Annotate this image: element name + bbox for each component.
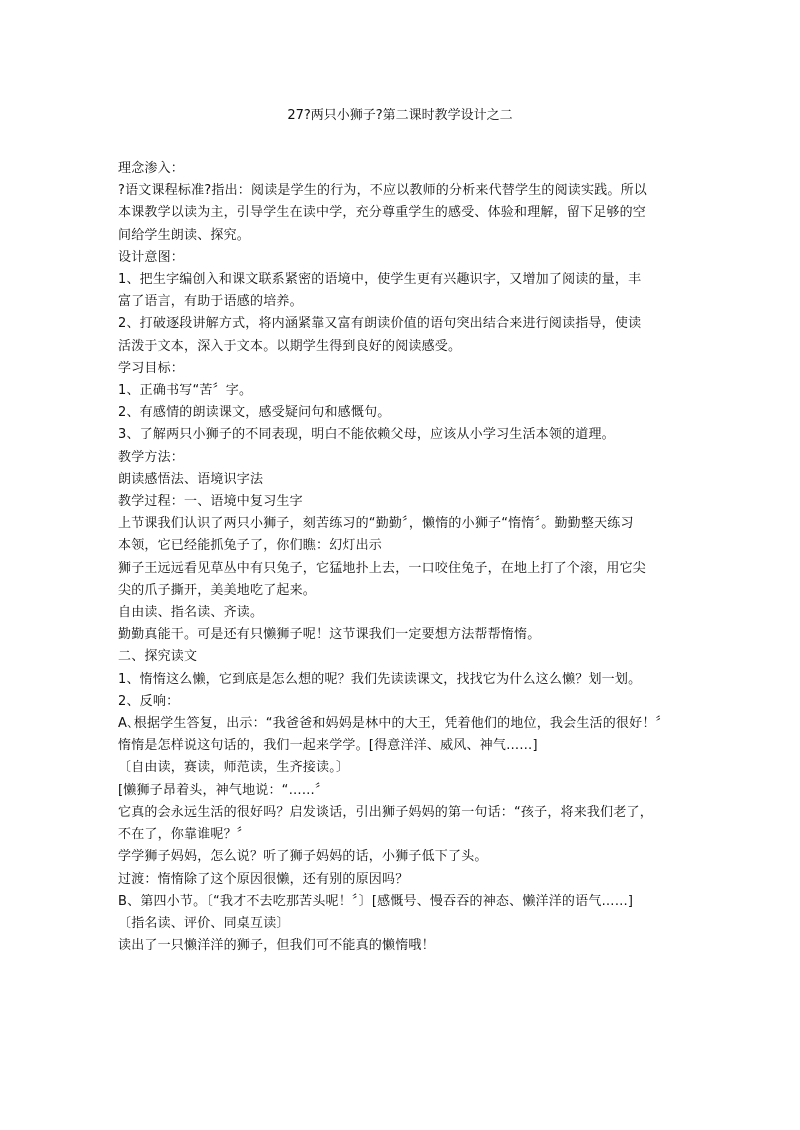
text-line: 教学方法： bbox=[118, 449, 185, 465]
text-line: 〔自由读，赛读，师范读，生齐接读。〕 bbox=[118, 760, 350, 776]
text-line: 理念渗入： bbox=[118, 161, 185, 176]
text-line: 本课教学以读为主，引导学生在读中学，充分尊重学生的感受、体验和理解，留下足够的空 bbox=[118, 205, 647, 221]
text-line: 狮子王远远看见草丛中有只兔子，它猛地扑上去，一口咬住兔子，在地上打了个滚，用它尖 bbox=[118, 560, 647, 576]
text-line: 不在了，你靠谁呢？〞 bbox=[118, 827, 251, 843]
text-line: 3、了解两只小狮子的不同表现，明白不能依赖父母，应该从小学习生活本领的道理。 bbox=[118, 427, 615, 443]
text-line: 尖的爪子撕开，美美地吃了起来。 bbox=[118, 582, 317, 598]
text-line: 活泼于文本，深入于文本。以期学生得到良好的阅读感受。 bbox=[118, 338, 462, 354]
text-line: 它真的会永远生活的很好吗？启发谈话，引出狮子妈妈的第一句话：“孩子，将来我们老了， bbox=[118, 804, 653, 820]
text-line: 朗读感悟法、语境识字法 bbox=[118, 471, 264, 487]
text-line: 2、打破逐段讲解方式，将内涵紧靠又富有朗读价值的语句突出结合来进行阅读指导，使读 bbox=[118, 316, 642, 332]
text-line: 间给学生朗读、探究。 bbox=[118, 227, 251, 243]
text-line: 本领，它已经能抓兔子了，你们瞧：幻灯出示 bbox=[118, 538, 383, 554]
text-line: 设计意图： bbox=[118, 249, 185, 265]
text-line: 过渡：惰惰除了这个原因很懒，还有别的原因吗？ bbox=[118, 871, 409, 887]
text-line: 〔指名读、评价、同桌互读〕 bbox=[118, 915, 290, 931]
text-line: B、第四小节。〔“我才不去吃那苦头呢！〞〕[感慨号、慢吞吞的神态、懒洋洋的语气……] bbox=[118, 893, 634, 909]
text-line: 教学过程：一、语境中复习生字 bbox=[118, 494, 303, 510]
document-body bbox=[118, 158, 693, 957]
text-line: ?语文课程标准?指出：阅读是学生的行为，不应以教师的分析来代替学生的阅读实践。所以 bbox=[118, 183, 648, 199]
text-line: 1、惰惰这么懒，它到底是怎么想的呢？我们先读读课文，找找它为什么这么懒？划一划。 bbox=[118, 671, 642, 687]
text-line: 1、把生字编创入和课文联系紧密的语境中，使学生更有兴趣识字，又增加了阅读的量，丰 bbox=[118, 272, 642, 288]
text-line: 读出了一只懒洋洋的狮子，但我们可不能真的懒惰哦！ bbox=[118, 938, 435, 954]
text-line: 勤勤真能干。可是还有只懒狮子呢！这节课我们一定要想方法帮帮惰惰。 bbox=[118, 627, 541, 643]
document-title: 27?两只小狮子?第二课时教学设计之二 bbox=[287, 108, 513, 123]
text-line: 学习目标： bbox=[118, 360, 185, 376]
text-line: 上节课我们认识了两只小狮子，刻苦练习的“勤勤〞，懒惰的小狮子“惰惰〞。勤勤整天练习 bbox=[118, 516, 634, 532]
text-line: 惰惰是怎样说这句话的，我们一起来学学。[得意洋洋、威风、神气……] bbox=[118, 738, 538, 754]
text-line: 学学狮子妈妈，怎么说？听了狮子妈妈的话，小狮子低下了头。 bbox=[118, 849, 488, 865]
text-line: 富了语言，有助于语感的培养。 bbox=[118, 294, 303, 310]
text-line: 2、反响： bbox=[118, 693, 180, 709]
text-line: A､根据学生答复，出示：“我爸爸和妈妈是林中的大王，凭着他们的地位，我会生活的很好！〞 bbox=[118, 716, 669, 732]
text-line: [懒狮子昂着头，神气地说：“……〞 bbox=[118, 782, 329, 798]
text-line: 1、正确书写“苦〞字。 bbox=[118, 383, 253, 399]
text-line: 自由读、指名读、齐读。 bbox=[118, 605, 264, 621]
text-line: 二、探究读文 bbox=[118, 649, 198, 665]
text-line: 2、有感情的朗读课文，感受疑问句和感慨句。 bbox=[118, 405, 391, 421]
